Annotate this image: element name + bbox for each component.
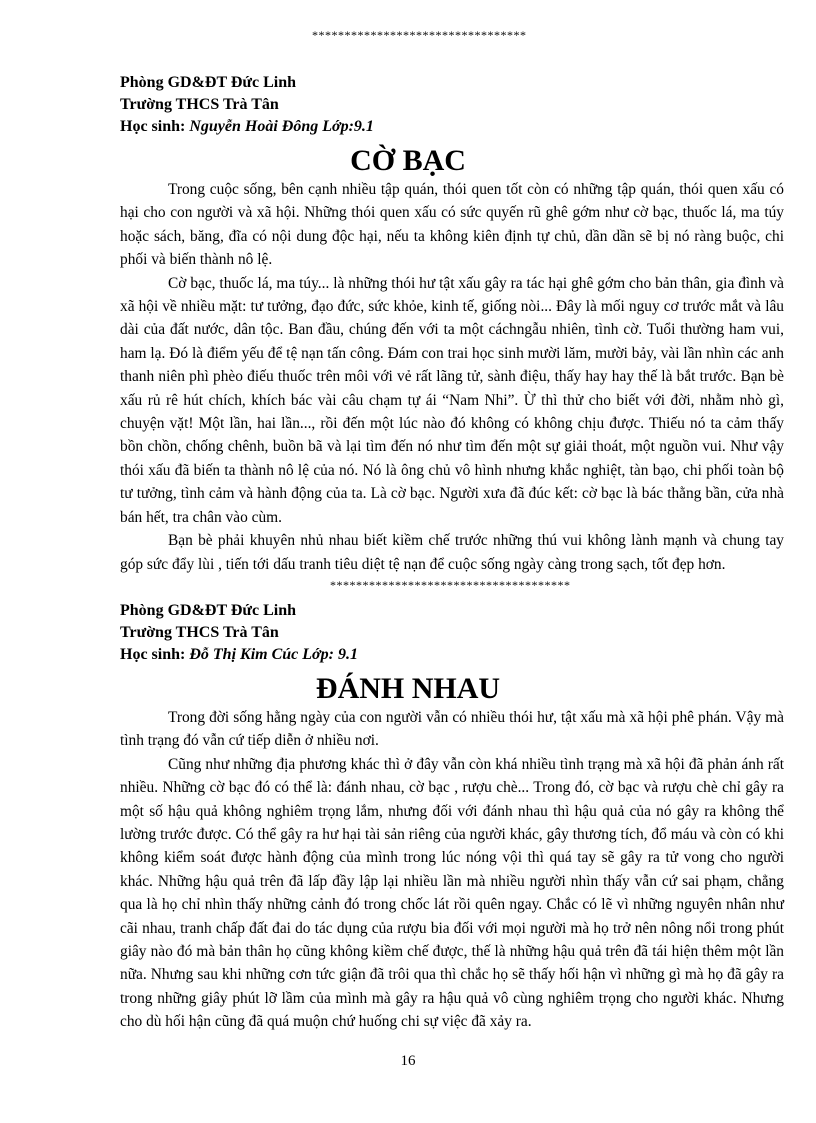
section1-student <box>120 116 374 138</box>
section2-body <box>120 706 784 1034</box>
section2-paragraph: Trong đời sống hằng ngày của con người vẫn có nhiều thói hư, tật xấu mà xã hội phê phán. Vậy mà tình trạng đó vẫn cứ tiếp diễn ở nhiều nơi. <box>120 709 784 750</box>
section1-paragraph: Trong cuộc sống, bên cạnh nhiều tập quán, thói quen tốt còn có những tập quán, thói quen xấu có hại cho con người và xã hội. Những thói quen xấu có sức quyến rũ ghê gớm như cờ bạc, thuốc lá, ma túy hoặc sách, băng, đĩa có nội dung độc hại, nếu ta không kiên định tự chủ, dần dần sẽ bị nó ràng buộc, chi phối và biến thành nô lệ. <box>120 181 784 269</box>
section2-student-info: Đỗ Thị Kim Cúc Lớp: 9.1 <box>189 646 358 663</box>
section1-body <box>120 178 784 576</box>
section2-student <box>120 644 358 666</box>
section1-dept: Phòng GD&ĐT Đức Linh <box>120 74 297 91</box>
top-separator: ********************************* <box>312 28 527 42</box>
section1-paragraph: Bạn bè phải khuyên nhủ nhau biết kiềm chế trước những thú vui không lành mạnh và chung tay góp sức đẩy lùi , tiến tới dấu tranh tiêu diệt tệ nạn để cuộc sống ngày càng trong sạch, tốt đẹp hơn. <box>120 532 784 573</box>
section2-dept: Phòng GD&ĐT Đức Linh <box>120 602 297 619</box>
section1-paragraph: Cờ bạc, thuốc lá, ma túy... là những thói hư tật xấu gây ra tác hại ghê gớm cho bản thân, gia đình và xã hội về nhiều mặt: tư tưởng, đạo đức, sức khỏe, kinh tế, giống nòi... Đây là mối nguy cơ trước mắt và lâu dài của đất nước, dân tộc. Ban đầu, chúng đến với ta một cáchngẫu nhiên, tình cờ. Tuổi thường ham vui, ham lạ. Đó là điểm yếu để tệ nạn tấn công. Đám con trai học sinh mười lăm, mười bảy, vài lần nhìn các anh thanh niên phì phèo điếu thuốc trên môi với vẻ rất lãng tử, sành điệu, thấy hay hay thế là bắt trước. Bạn bè xấu rủ rê hút chích, khích bác vài câu chạm tự ái “Nam Nhi”. Ừ thì thử cho biết với đời, nhằm nhò gì, chuyện vặt! Một lần, hai lần..., rồi đến một lúc nào đó không có không chịu được. Thiếu nó ta cảm thấy bồn chồn, chống chênh, buồn bã và lại tìm đến nó như tìm đến một sự giải thoát, một nguồn vui. Như vậy thói xấu đã biến ta thành nô lệ của nó. Nó là ông chủ vô hình nhưng khắc nghiệt, tàn bạo, chi phối toàn bộ tư tưởng, tình cảm và hành động của ta. Là cờ bạc. Người xưa đã đúc kết: cờ bạc là bác thằng bần, cửa nhà bán hết, tra chân vào cùm. <box>120 274 784 526</box>
section1-title: CỜ BẠC <box>350 144 466 177</box>
section2-paragraph: Cũng như những địa phương khác thì ở đây vẫn còn khá nhiều tình trạng mà xã hội đã phản ánh rất nhiều. Những cờ bạc đó có thể là: đánh nhau, cờ bạc , rượu chè... Trong đó, cờ bạc và rượu chè chỉ gây ra một số hậu quả không nghiêm trọng lắm, nhưng đối với đánh nhau thì hậu quả của nó gây ra không thể lường trước được. Có thể gây ra hư hại tài sản riêng của người khác, gây thương tích, đổ máu và còn có khi không kiểm soát được hành động của mình trong lúc nóng vội thì quá tay sẽ gây ra tử vong cho người khác. Những hậu quả trên đã lấp đầy lập lại nhiều lần mà nhiều người nhìn thấy vẫn cứ sai phạm, chẳng qua là họ chỉ nhìn thấy những cảnh đó trong chốc lát rồi quên ngay. Chắc có lẽ vì những nguyên nhân như cãi nhau, tranh chấp đất đai do tác dụng của rượu bia đối với mọi người mà họ trở nên nông nổi trong phút giây nào đó mà bản thân họ cũng không kiềm chế được, thế là những hậu quả trên đã tái hiện thêm một lần nữa. Nhưng sau khi những cơn tức giận đã trôi qua thì chắc họ sẽ thấy hối hận vì những gì mà họ đã gây ra trong những giây phút lỡ lầm của mình mà gây ra hậu quả vô cùng nghiêm trọng cho người khác. Nhưng cho dù hối hận cũng đã quá muộn chứ huống chi sự việc đã xảy ra. <box>120 755 784 1031</box>
page-number: 16 <box>400 1053 416 1069</box>
section2-title: ĐÁNH NHAU <box>315 672 501 705</box>
section1-school: Trường THCS Trà Tân <box>120 96 279 113</box>
middle-separator: ************************************* <box>330 578 571 592</box>
section1-student-info: Nguyễn Hoài Đông Lớp:9.1 <box>189 118 374 135</box>
section2-student-label: Học sinh: <box>120 646 186 663</box>
section2-school: Trường THCS Trà Tân <box>120 624 279 641</box>
section1-student-label: Học sinh: <box>120 118 186 135</box>
